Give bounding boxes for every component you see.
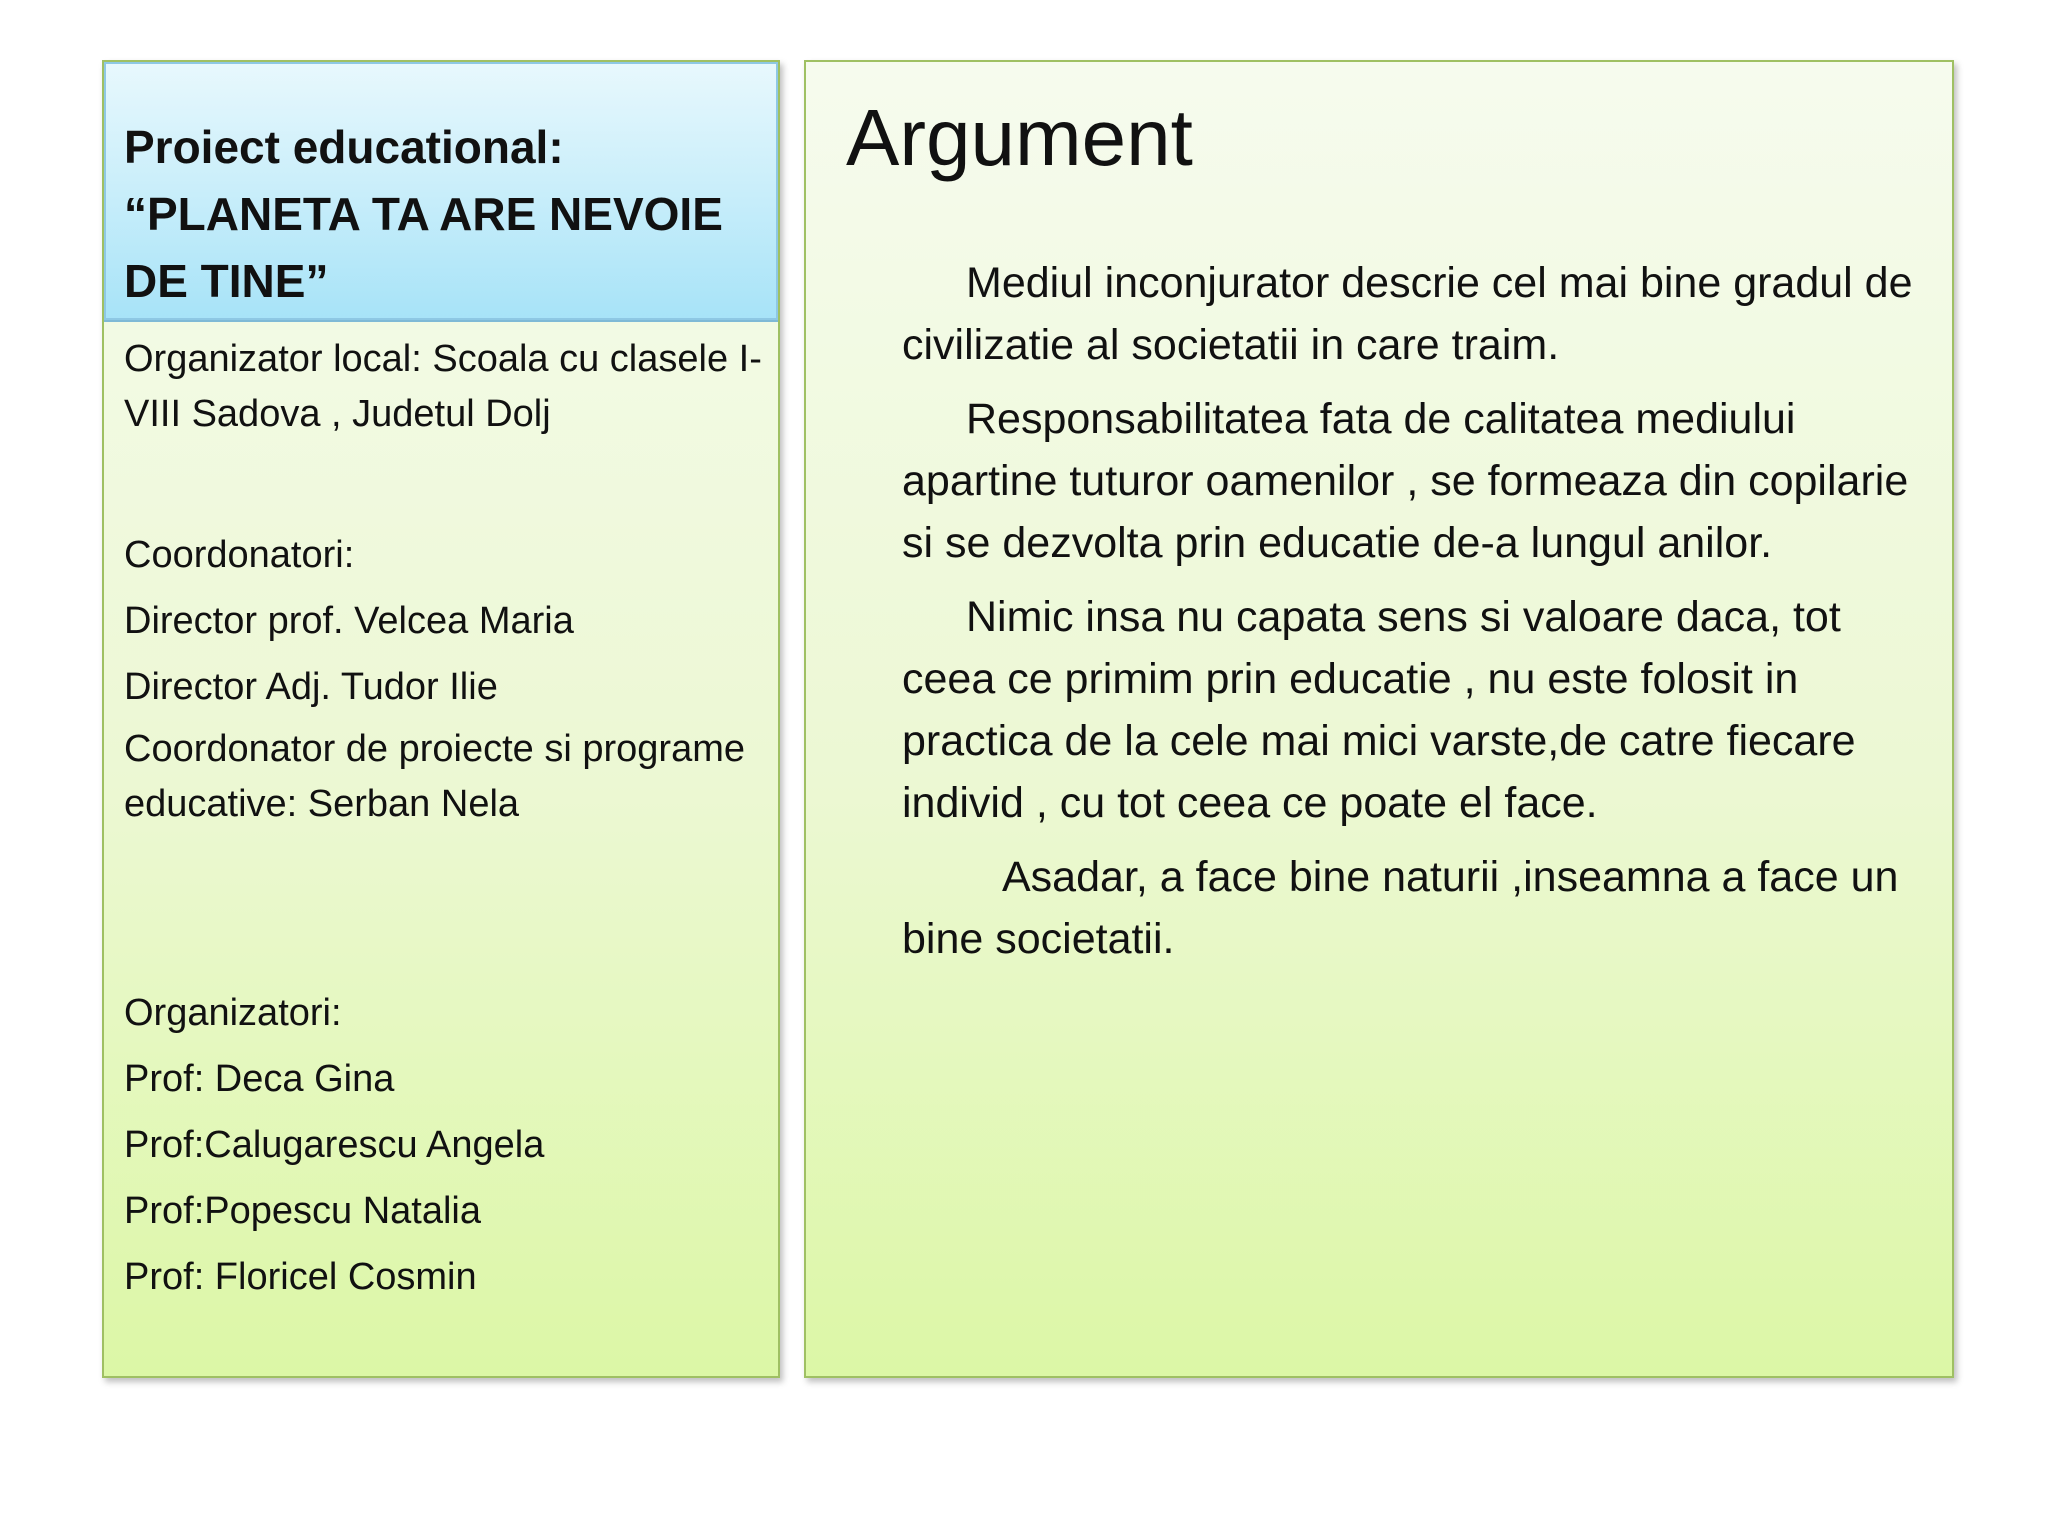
project-title-line-1: Proiect educational: [124, 121, 564, 173]
organizer-item: Prof:Calugarescu Angela [124, 1124, 545, 1166]
coordinator-item: Director Adj. Tudor Ilie [124, 666, 498, 708]
argument-paragraph: Nimic insa nu capata sens si valoare daca, tot ceea ce primim prin educatie , nu este folosit in practica de la cele mai mici varste,de catre fiecare individ , cu tot ceea ce poate el face. [902, 593, 1856, 827]
project-details [124, 332, 764, 1310]
coordinator-item: Coordonator de proiecte si programe educative: Serban Nela [124, 728, 746, 825]
coordinators-label: Coordonatori: [124, 534, 355, 576]
coordinator-item: Director prof. Velcea Maria [124, 600, 574, 642]
argument-paragraph: Responsabilitatea fata de calitatea mediului apartine tuturor oamenilor , se formeaza din copilarie si se dezvolta prin educatie de-a lungul anilor. [902, 395, 1909, 567]
project-info-panel [102, 60, 780, 1378]
organizers-label: Organizatori: [124, 992, 342, 1034]
local-organizer: Organizator local: Scoala cu clasele I-VIII Sadova , Judetul Dolj [124, 338, 762, 435]
organizer-item: Prof: Floricel Cosmin [124, 1256, 477, 1298]
argument-title: Argument [846, 93, 1193, 182]
organizer-item: Prof:Popescu Natalia [124, 1190, 481, 1232]
argument-text [902, 252, 1932, 982]
argument-panel [804, 60, 1954, 1378]
project-title-box [104, 62, 778, 322]
argument-paragraph: Asadar, a face bine naturii ,inseamna a face un bine societatii. [902, 853, 1899, 963]
project-title-line-2: “PLANETA TA ARE NEVOIE [124, 188, 723, 240]
project-title-line-3: DE TINE” [124, 255, 329, 307]
argument-paragraph: Mediul inconjurator descrie cel mai bine gradul de civilizatie al societatii in care traim. [902, 259, 1913, 369]
organizer-item: Prof: Deca Gina [124, 1058, 395, 1100]
